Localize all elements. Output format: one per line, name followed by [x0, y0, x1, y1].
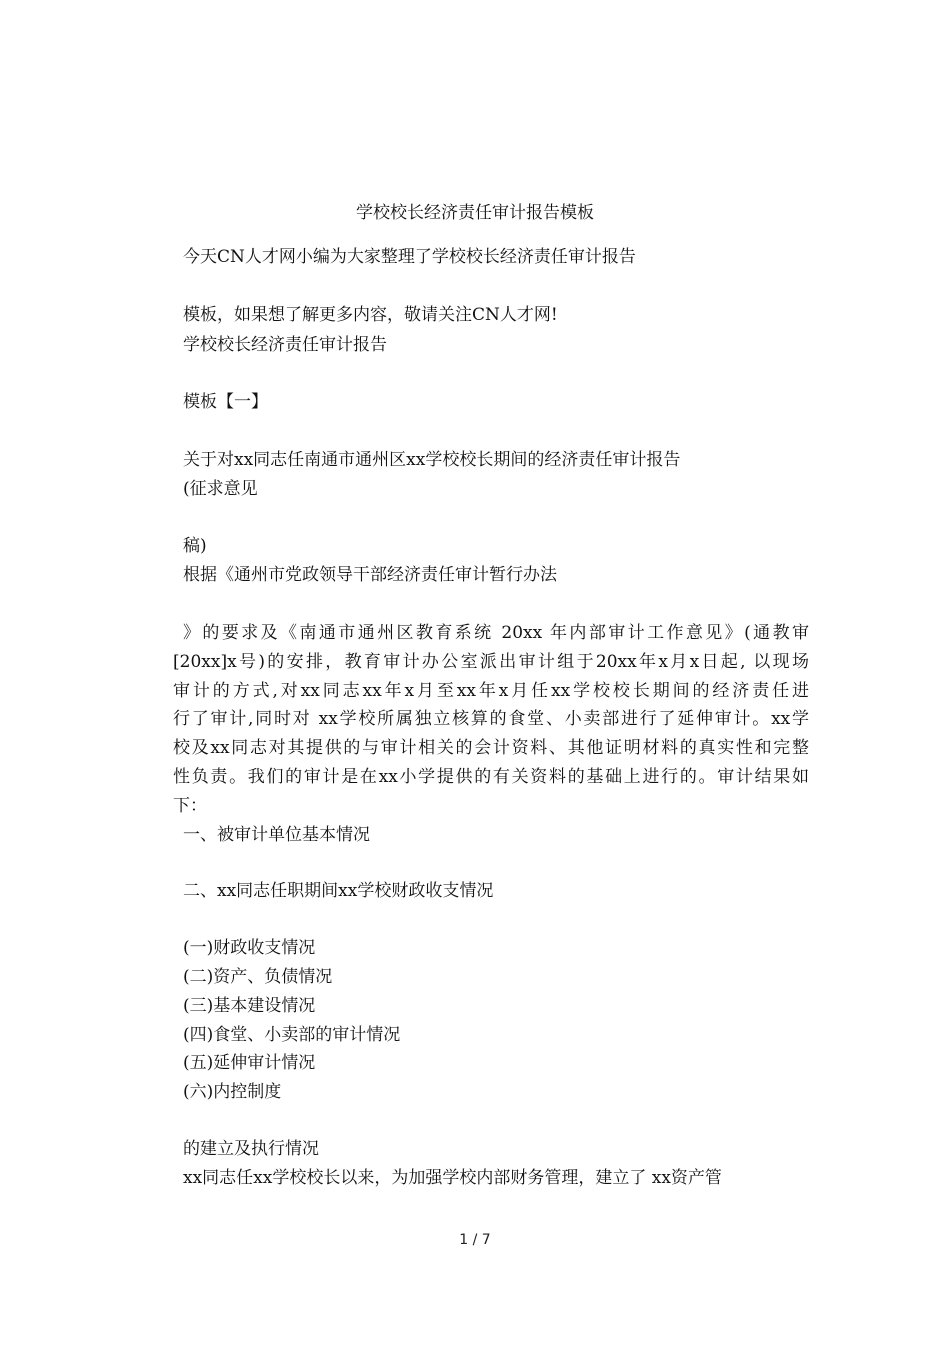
body-line: 审计的方式,对xx同志xx年x月至xx年x月任xx学校校长期间的经济责任进 [173, 681, 809, 701]
subsection-item: (四)食堂、小卖部的审计情况 [183, 1025, 401, 1045]
subsection-item: (一)财政收支情况 [183, 938, 316, 958]
basis-line: 根据《通州市党政领导干部经济责任审计暂行办法 [183, 565, 557, 585]
intro-line-1: 今天CN人才网小编为大家整理了学校校长经济责任审计报告 [183, 247, 636, 267]
section-heading-2: 二、xx同志任职期间xx学校财政收支情况 [183, 881, 494, 901]
heading-line-1: 学校校长经济责任审计报告 [183, 335, 387, 355]
subsection-continuation: 的建立及执行情况 [183, 1139, 319, 1159]
body-line: 校及xx同志对其提供的与审计相关的会计资料、其他证明材料的真实性和完整 [173, 738, 809, 758]
body-line: 》的要求及《南通市通州区教育系统 20xx 年内部审计工作意见》(通教审 [183, 623, 809, 643]
report-title-line-2: (征求意见 [183, 479, 258, 499]
body-line: 行了审计,同时对 xx学校所属独立核算的食堂、小卖部进行了延伸审计。xx学 [173, 709, 809, 729]
subsection-item: (二)资产、负债情况 [183, 967, 333, 987]
intro-line-2: 模板，如果想了解更多内容，敬请关注CN人才网! [183, 305, 558, 325]
report-title-line-1: 关于对xx同志任南通市通州区xx学校校长期间的经济责任审计报告 [183, 450, 681, 470]
body-line: 下： [173, 796, 207, 816]
document-title: 学校校长经济责任审计报告模板 [356, 203, 594, 223]
subsection-item: (五)延伸审计情况 [183, 1053, 316, 1073]
section-heading-1: 一、被审计单位基本情况 [183, 825, 370, 845]
subsection-item: (六)内控制度 [183, 1082, 282, 1102]
subsection-item: (三)基本建设情况 [183, 996, 316, 1016]
body-line: [20xx]x号)的安排，教育审计办公室派出审计组于20xx年x月x日起, 以现场 [173, 652, 809, 672]
page-indicator: 1 / 7 [459, 1232, 491, 1248]
heading-line-2: 模板【一】 [183, 392, 268, 412]
report-title-line-3: 稿) [183, 536, 207, 556]
body-line: 性负责。我们的审计是在xx小学提供的有关资料的基础上进行的。审计结果如 [173, 767, 809, 787]
closing-line: xx同志任xx学校校长以来，为加强学校内部财务管理，建立了 xx资产管 [183, 1168, 722, 1188]
